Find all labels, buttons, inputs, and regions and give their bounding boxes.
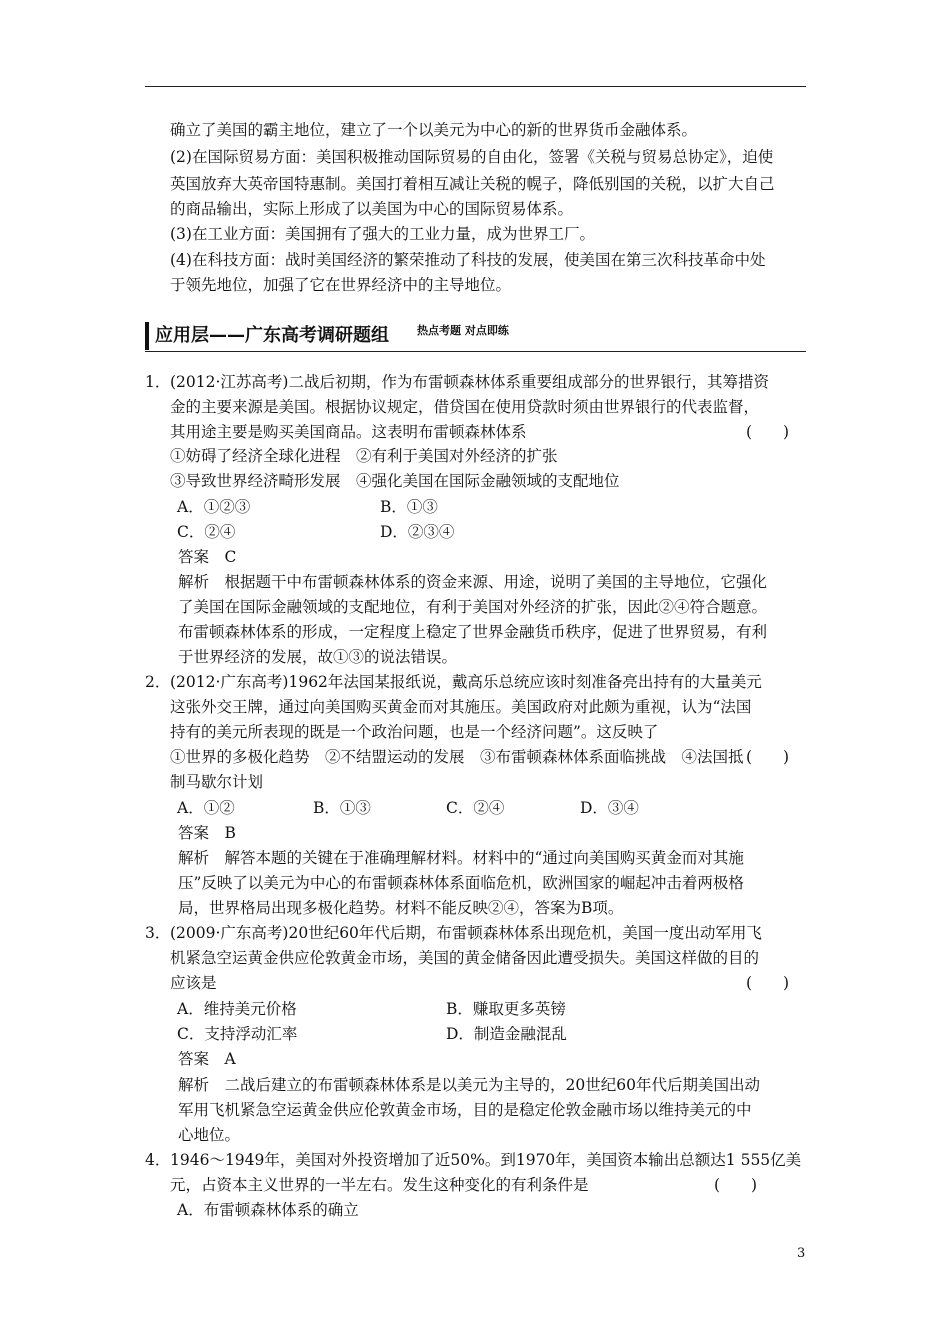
section-title: 应用层——广东高考调研题组	[155, 325, 389, 346]
analysis-line: 解析 解答本题的关键在于准确理解材料。材料中的“通过向美国购买黄金而对其施	[178, 849, 744, 867]
analysis-line: 军用飞机紧急空运黄金供应伦敦黄金市场，目的是稳定伦敦金融市场以维持美元的中	[178, 1101, 752, 1119]
intro-line: 于领先地位，加强了它在世界经济中的主导地位。	[170, 276, 512, 294]
option-d: D．②③④	[380, 523, 455, 541]
option-d: D．③④	[580, 799, 639, 817]
option-b: B．①③	[313, 799, 371, 817]
analysis-line: 压”反映了以美元为中心的布雷顿森林体系面临危机，欧洲国家的崛起冲击着两极格	[178, 874, 744, 892]
option-a: A．①②	[177, 799, 235, 817]
answer-bracket: ( )	[746, 974, 790, 992]
analysis-line: 了美国在国际金融领域的支配地位，有利于美国对外经济的扩张，因此②④符合题意。	[178, 598, 768, 616]
question-1-stem: 其用途主要是购买美国商品。这表明布雷顿森林体系	[170, 423, 527, 441]
section-underline	[145, 351, 806, 352]
question-2-stem: 持有的美元所表现的既是一个政治问题，也是一个经济问题”。这反映了	[170, 723, 659, 741]
analysis-line: 解析 二战后建立的布雷顿森林体系是以美元为主导的，20世纪60年代后期美国出动	[178, 1076, 760, 1094]
question-2-stem: 2．(2012·广东高考)1962年法国某报纸说，戴高乐总统应该时刻准备亮出持有的大量美元	[145, 673, 762, 691]
question-3-stem: 机紧急空运黄金供应伦敦黄金市场，美国的黄金储备因此遭受损失。美国这样做的目的	[170, 949, 760, 967]
answer-label: 答案 A	[178, 1050, 236, 1068]
option-b: B．赚取更多英镑	[446, 1000, 566, 1018]
page-number: 3	[797, 1246, 806, 1261]
analysis-line: 局，世界格局出现多极化趋势。材料不能反映②④，答案为B项。	[178, 899, 624, 917]
option-c: C．支持浮动汇率	[177, 1025, 298, 1043]
answer-label: 答案 C	[178, 548, 237, 566]
question-4-stem: 元，占资本主义世界的一半左右。发生这种变化的有利条件是	[170, 1176, 589, 1194]
question-2-item: 制马歇尔计划	[170, 773, 264, 791]
question-3-stem: 3．(2009·广东高考)20世纪60年代后期，布雷顿森林体系出现危机，美国一度出动军用飞	[145, 924, 762, 942]
intro-line: 的商品输出，实际上形成了以美国为中心的国际贸易体系。	[170, 200, 574, 218]
analysis-line: 解析 根据题干中布雷顿森林体系的资金来源、用途，说明了美国的主导地位，它强化	[178, 573, 768, 591]
answer-bracket: ( )	[746, 748, 790, 766]
option-a: A．①②③	[177, 498, 251, 516]
analysis-line: 布雷顿森林体系的形成，一定程度上稳定了世界金融货币秩序，促进了世界贸易，有利	[178, 623, 768, 641]
option-d: D．制造金融混乱	[446, 1025, 567, 1043]
section-tag: 热点考题 对点即练	[417, 324, 509, 337]
answer-bracket: ( )	[714, 1176, 758, 1194]
answer-label: 答案 B	[178, 824, 236, 842]
question-2-item: ①世界的多极化趋势 ②不结盟运动的发展 ③布雷顿森林体系面临挑战 ④法国抵	[170, 748, 744, 766]
analysis-line: 于世界经济的发展，故①③的说法错误。	[178, 648, 458, 666]
intro-line: 英国放弃大英帝国特惠制。美国打着相互减让关税的幌子，降低别国的关税，以扩大自己	[170, 175, 775, 193]
question-number: 1．	[145, 373, 171, 391]
analysis-line: 心地位。	[178, 1126, 241, 1144]
question-1-item: ①妨碍了经济全球化进程 ②有利于美国对外经济的扩张	[170, 447, 558, 465]
intro-line: (2)在国际贸易方面：美国积极推动国际贸易的自由化，签署《关税与贸易总协定》，迫使	[170, 148, 774, 166]
header-rule	[145, 86, 806, 87]
question-number: 2．	[145, 673, 171, 691]
answer-bracket: ( )	[746, 423, 790, 441]
question-1-stem: 1．(2012·江苏高考)二战后初期，作为布雷顿森林体系重要组成部分的世界银行，其筹措资	[145, 373, 769, 391]
question-1-stem: 金的主要来源是美国。根据协议规定，借贷国在使用贷款时须由世界银行的代表监督，	[170, 398, 760, 416]
intro-line: (4)在科技方面：战时美国经济的繁荣推动了科技的发展，使美国在第三次科技革命中处	[170, 251, 766, 269]
intro-line: 确立了美国的霸主地位，建立了一个以美元为中心的新的世界货币金融体系。	[170, 121, 698, 139]
question-number: 3．	[145, 924, 171, 942]
question-4-stem: 4．1946～1949年，美国对外投资增加了近50%。到1970年，美国资本输出总额达1 555亿美	[145, 1151, 802, 1169]
option-c: C．②④	[177, 523, 236, 541]
option-a: A．维持美元价格	[177, 1000, 297, 1018]
question-2-stem: 这张外交王牌，通过向美国购买黄金而对其施压。美国政府对此颇为重视，认为“法国	[170, 698, 752, 716]
question-1-item: ③导致世界经济畸形发展 ④强化美国在国际金融领域的支配地位	[170, 472, 620, 490]
section-header	[145, 322, 806, 350]
question-number: 4．	[145, 1151, 171, 1169]
question-3-stem: 应该是	[170, 974, 217, 992]
option-b: B．①③	[380, 498, 438, 516]
option-a: A．布雷顿森林体系的确立	[177, 1201, 359, 1219]
section-marker	[145, 322, 149, 350]
intro-line: (3)在工业方面：美国拥有了强大的工业力量，成为世界工厂。	[170, 225, 595, 243]
option-c: C．②④	[446, 799, 505, 817]
